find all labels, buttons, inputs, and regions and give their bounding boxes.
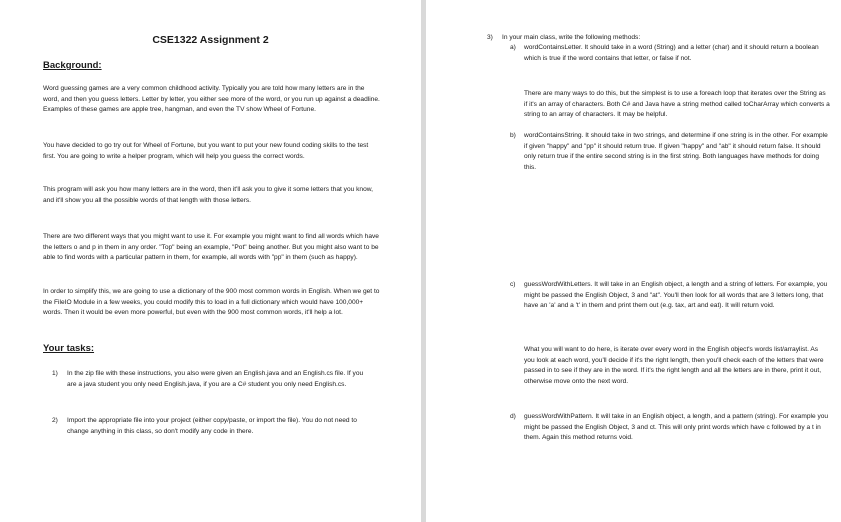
paragraph-dictionary: In order to simplify this, we are going to use a dictionary of the 900 most common words in English. When we get to the FileIO Module in a few weeks, you could modify this to load in a full dictionary which would have 100,000+ words. Then it would be even more powerful, but even with the 900 most common words, it'll help a lot. <box>43 288 380 316</box>
task-number-3: 3) <box>487 34 493 41</box>
item-text: wordContainsString. It should take in two strings, and determine if one string is in the other. For example if given "happy" and "pp" it should return true. If given "happy" and "ab" it should return false. It should only return true if the entire second string is in the first string. Both languages have methods for doing this. <box>524 132 828 171</box>
paragraph-usage-ways: There are two different ways that you might want to use it. For example you might want to find all words which have the letters o and p in them in any order. "Top" being an example, "Pot" being another. But you might also want to be able to find words with a particular pattern in them, for example, all words with "pp" in them (such as happy). <box>43 233 379 261</box>
document-page-right <box>426 0 841 522</box>
item-text: guessWordWithLetters. It will take in an English object, a length and a string of letters. For example, you might be passed the English Object, 3 and "at". You'll then look for all words that are 3 letters long, that have an 'a' and a 't' in them and print them out (e.g. tax, art and eat). It will return void. <box>524 281 828 309</box>
background-heading: Background: <box>43 60 102 71</box>
task-item-2 <box>52 416 372 437</box>
task-text: In the zip file with these instructions, you also were given an English.java and an English.cs file. If you are a java student you only need English.java, if you are a C# student you only need English.cs. <box>67 370 364 388</box>
paragraph-wheel-of-fortune: You have decided to go try out for Wheel of Fortune, but you want to put your new found coding skills to the test first. You are going to write a helper program, which will help you guess the correct words. <box>43 142 369 160</box>
method-item-a <box>510 43 830 64</box>
item-text: guessWordWithPattern. It will take in an English object, a length, and a pattern (string). For example you might be passed the English Object, 3 and ct. This will only print words which have c followed by a t in them. Again this method returns void. <box>524 413 829 441</box>
item-label: b) <box>510 132 516 139</box>
paragraph-program-description: This program will ask you how many letters are in the word, then it'll ask you to give it some letters that you know, and it'll show you all the possible words of that length with those letters. <box>43 186 373 204</box>
tasks-heading: Your tasks: <box>43 343 95 354</box>
paragraph-intro: Word guessing games are a very common childhood activity. Typically you are told how many letters are in the word, and then you guess letters. Letter by letter, you either see more of the word, or you run up against a deadline. Examples of these games are apple tree, hangman, and even the TV show Wheel of Fortune. <box>43 85 380 113</box>
method-item-c <box>510 280 830 312</box>
method-item-d <box>510 412 830 444</box>
item-text: wordContainsLetter. It should take in a word (String) and a letter (char) and it should return a boolean which is true if the word contains that letter, or false if not. <box>524 44 819 62</box>
item-label: c) <box>510 281 516 288</box>
task-number: 2) <box>52 417 58 424</box>
task-item-1 <box>52 369 372 390</box>
document-title: CSE1322 Assignment 2 <box>152 34 269 46</box>
method-item-b <box>510 131 830 187</box>
note-iterate-words: What you will want to do here, is iterate over every word in the English object's words list/arraylist. As you look at each word, you'll decide if it's the right length, then you'll check each of the letters that were passed in to see if they are in the word. If it's the right length and all the letters are in there, print it out, otherwise move onto the next word. <box>524 346 824 385</box>
task-text: Import the appropriate file into your project (either copy/paste, or import the file). You do not need to change anything in this class, so don't modify any code in there. <box>67 417 357 435</box>
note-foreach-loop: There are many ways to do this, but the simplest is to use a foreach loop that iterates over the String as if it's an array of characters. Both C# and Java have a string method called toCharArray which converts a string to an array of characters. It may be helpful. <box>524 90 830 118</box>
task-number: 1) <box>52 370 58 377</box>
task-3-intro: In your main class, write the following methods: <box>502 34 641 41</box>
item-label: d) <box>510 413 516 420</box>
item-label: a) <box>510 44 516 51</box>
